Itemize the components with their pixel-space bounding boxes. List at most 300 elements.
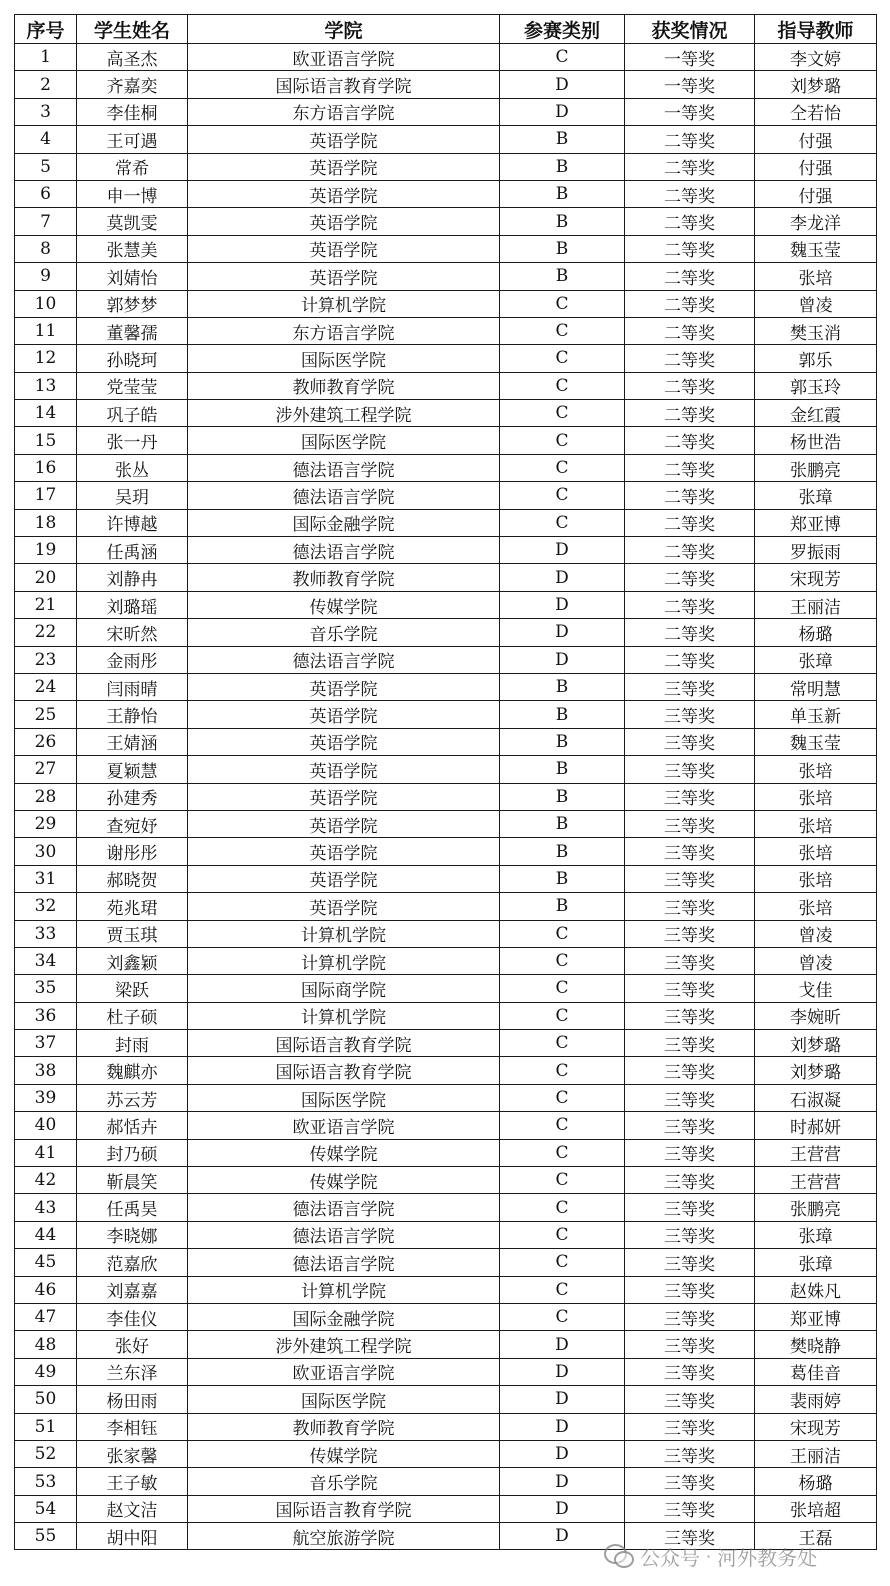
cell-category: B (500, 865, 625, 892)
cell-teacher: 王丽洁 (755, 1440, 877, 1467)
cell-index: 45 (15, 1249, 77, 1276)
cell-index: 37 (15, 1030, 77, 1057)
cell-teacher: 葛佳音 (755, 1358, 877, 1385)
table-row (15, 1468, 877, 1495)
table-row (15, 1249, 877, 1276)
cell-teacher: 付强 (755, 153, 877, 180)
cell-student-name: 刘鑫颖 (77, 947, 188, 974)
cell-teacher: 张培 (755, 263, 877, 290)
table-row (15, 591, 877, 618)
cell-college: 德法语言学院 (188, 537, 500, 564)
cell-award: 三等奖 (625, 920, 755, 947)
cell-index: 26 (15, 728, 77, 755)
cell-college: 国际语言教育学院 (188, 71, 500, 98)
table-row (15, 838, 877, 865)
cell-college: 英语学院 (188, 235, 500, 262)
cell-college: 英语学院 (188, 180, 500, 207)
cell-teacher: 张鹏亮 (755, 454, 877, 481)
cell-college: 英语学院 (188, 153, 500, 180)
cell-teacher: 石淑凝 (755, 1084, 877, 1111)
table-row (15, 646, 877, 673)
cell-award: 三等奖 (625, 1194, 755, 1221)
cell-award: 三等奖 (625, 1167, 755, 1194)
cell-category: D (500, 537, 625, 564)
cell-teacher: 付强 (755, 180, 877, 207)
cell-student-name: 刘静冉 (77, 564, 188, 591)
cell-student-name: 常希 (77, 153, 188, 180)
cell-teacher: 王营营 (755, 1167, 877, 1194)
table-row (15, 1523, 877, 1550)
cell-award: 三等奖 (625, 1523, 755, 1550)
cell-student-name: 谢彤彤 (77, 838, 188, 865)
cell-college: 英语学院 (188, 673, 500, 700)
cell-index: 11 (15, 317, 77, 344)
table-row (15, 1440, 877, 1467)
cell-teacher: 魏玉莹 (755, 235, 877, 262)
cell-student-name: 刘嘉嘉 (77, 1276, 188, 1303)
cell-teacher: 李龙洋 (755, 208, 877, 235)
cell-index: 1 (15, 44, 77, 71)
cell-student-name: 贾玉琪 (77, 920, 188, 947)
table-row (15, 1276, 877, 1303)
cell-award: 一等奖 (625, 44, 755, 71)
cell-college: 英语学院 (188, 701, 500, 728)
cell-award: 二等奖 (625, 263, 755, 290)
table-row (15, 208, 877, 235)
table-row (15, 482, 877, 509)
cell-college: 传媒学院 (188, 591, 500, 618)
table-row (15, 619, 877, 646)
cell-teacher: 金红霞 (755, 400, 877, 427)
cell-index: 23 (15, 646, 77, 673)
cell-student-name: 齐嘉奕 (77, 71, 188, 98)
cell-college: 传媒学院 (188, 1139, 500, 1166)
cell-college: 欧亚语言学院 (188, 1358, 500, 1385)
cell-teacher: 张培 (755, 893, 877, 920)
cell-teacher: 裴雨婷 (755, 1386, 877, 1413)
cell-index: 46 (15, 1276, 77, 1303)
cell-teacher: 单玉新 (755, 701, 877, 728)
header-college: 学院 (188, 15, 500, 44)
cell-college: 德法语言学院 (188, 646, 500, 673)
cell-teacher: 张璋 (755, 1221, 877, 1248)
table-row (15, 1002, 877, 1029)
cell-category: D (500, 1468, 625, 1495)
table-row (15, 317, 877, 344)
cell-award: 三等奖 (625, 1249, 755, 1276)
cell-category: C (500, 920, 625, 947)
cell-index: 29 (15, 810, 77, 837)
cell-index: 35 (15, 975, 77, 1002)
cell-college: 涉外建筑工程学院 (188, 400, 500, 427)
cell-category: C (500, 509, 625, 536)
cell-college: 德法语言学院 (188, 1221, 500, 1248)
table-row (15, 263, 877, 290)
table-row (15, 920, 877, 947)
cell-index: 2 (15, 71, 77, 98)
cell-college: 英语学院 (188, 263, 500, 290)
cell-award: 二等奖 (625, 482, 755, 509)
cell-category: B (500, 263, 625, 290)
cell-index: 6 (15, 180, 77, 207)
cell-teacher: 曾凌 (755, 290, 877, 317)
cell-student-name: 莫凯雯 (77, 208, 188, 235)
watermark-account-name: 河外教务处 (717, 1545, 818, 1570)
cell-teacher: 张培 (755, 756, 877, 783)
cell-index: 16 (15, 454, 77, 481)
cell-student-name: 梁跃 (77, 975, 188, 1002)
cell-student-name: 金雨彤 (77, 646, 188, 673)
cell-college: 计算机学院 (188, 920, 500, 947)
cell-index: 39 (15, 1084, 77, 1111)
cell-award: 三等奖 (625, 701, 755, 728)
cell-award: 三等奖 (625, 1057, 755, 1084)
cell-category: D (500, 1440, 625, 1467)
cell-student-name: 王子敏 (77, 1468, 188, 1495)
cell-teacher: 常明慧 (755, 673, 877, 700)
cell-college: 英语学院 (188, 208, 500, 235)
cell-student-name: 任禹涵 (77, 537, 188, 564)
table-row (15, 865, 877, 892)
cell-student-name: 封雨 (77, 1030, 188, 1057)
cell-category: C (500, 1194, 625, 1221)
cell-student-name: 查宛妤 (77, 810, 188, 837)
cell-college: 涉外建筑工程学院 (188, 1331, 500, 1358)
cell-index: 33 (15, 920, 77, 947)
header-award: 获奖情况 (625, 15, 755, 44)
cell-college: 国际医学院 (188, 1386, 500, 1413)
cell-student-name: 宋昕然 (77, 619, 188, 646)
cell-student-name: 孙建秀 (77, 783, 188, 810)
cell-college: 东方语言学院 (188, 317, 500, 344)
cell-index: 53 (15, 1468, 77, 1495)
cell-teacher: 张璋 (755, 646, 877, 673)
cell-student-name: 许博越 (77, 509, 188, 536)
cell-award: 三等奖 (625, 1002, 755, 1029)
cell-category: C (500, 1276, 625, 1303)
table-row (15, 728, 877, 755)
cell-college: 国际语言教育学院 (188, 1030, 500, 1057)
cell-award: 二等奖 (625, 153, 755, 180)
cell-college: 传媒学院 (188, 1167, 500, 1194)
cell-college: 英语学院 (188, 893, 500, 920)
cell-student-name: 巩子皓 (77, 400, 188, 427)
table-row (15, 1495, 877, 1522)
cell-award: 二等奖 (625, 454, 755, 481)
cell-category: D (500, 1358, 625, 1385)
cell-award: 三等奖 (625, 893, 755, 920)
cell-student-name: 范嘉欣 (77, 1249, 188, 1276)
cell-student-name: 赵文洁 (77, 1495, 188, 1522)
cell-student-name: 张慧美 (77, 235, 188, 262)
cell-teacher: 刘梦璐 (755, 71, 877, 98)
cell-student-name: 兰东泽 (77, 1358, 188, 1385)
cell-college: 计算机学院 (188, 1276, 500, 1303)
cell-index: 55 (15, 1523, 77, 1550)
cell-teacher: 付强 (755, 126, 877, 153)
cell-teacher: 王丽洁 (755, 591, 877, 618)
cell-category: B (500, 126, 625, 153)
table-row (15, 1358, 877, 1385)
cell-student-name: 张好 (77, 1331, 188, 1358)
cell-award: 二等奖 (625, 537, 755, 564)
cell-category: C (500, 345, 625, 372)
cell-category: D (500, 1495, 625, 1522)
cell-award: 一等奖 (625, 71, 755, 98)
cell-index: 38 (15, 1057, 77, 1084)
cell-college: 音乐学院 (188, 619, 500, 646)
cell-index: 10 (15, 290, 77, 317)
cell-student-name: 党莹莹 (77, 372, 188, 399)
cell-award: 二等奖 (625, 427, 755, 454)
table-row (15, 564, 877, 591)
cell-category: B (500, 756, 625, 783)
cell-award: 三等奖 (625, 975, 755, 1002)
cell-teacher: 李文婷 (755, 44, 877, 71)
table-row (15, 783, 877, 810)
cell-college: 英语学院 (188, 728, 500, 755)
header-index: 序号 (15, 15, 77, 44)
cell-teacher: 张培超 (755, 1495, 877, 1522)
cell-category: D (500, 591, 625, 618)
cell-college: 国际语言教育学院 (188, 1495, 500, 1522)
cell-index: 3 (15, 98, 77, 125)
cell-college: 国际金融学院 (188, 509, 500, 536)
table-row (15, 1194, 877, 1221)
cell-award: 三等奖 (625, 865, 755, 892)
cell-category: B (500, 783, 625, 810)
cell-category: D (500, 1523, 625, 1550)
cell-index: 8 (15, 235, 77, 262)
cell-award: 二等奖 (625, 235, 755, 262)
cell-teacher: 杨世浩 (755, 427, 877, 454)
cell-college: 欧亚语言学院 (188, 44, 500, 71)
cell-index: 54 (15, 1495, 77, 1522)
table-row (15, 71, 877, 98)
cell-category: C (500, 44, 625, 71)
cell-category: C (500, 1057, 625, 1084)
cell-category: B (500, 728, 625, 755)
cell-index: 34 (15, 947, 77, 974)
cell-award: 三等奖 (625, 1468, 755, 1495)
cell-student-name: 闫雨晴 (77, 673, 188, 700)
cell-award: 二等奖 (625, 646, 755, 673)
cell-category: B (500, 673, 625, 700)
cell-award: 三等奖 (625, 1440, 755, 1467)
cell-category: B (500, 208, 625, 235)
cell-category: D (500, 619, 625, 646)
cell-index: 47 (15, 1303, 77, 1330)
cell-index: 17 (15, 482, 77, 509)
cell-college: 英语学院 (188, 126, 500, 153)
table-row (15, 98, 877, 125)
cell-award: 二等奖 (625, 591, 755, 618)
cell-student-name: 张一丹 (77, 427, 188, 454)
cell-college: 国际商学院 (188, 975, 500, 1002)
cell-index: 4 (15, 126, 77, 153)
cell-student-name: 李相钰 (77, 1413, 188, 1440)
cell-teacher: 时郝妍 (755, 1112, 877, 1139)
table-row (15, 673, 877, 700)
cell-college: 欧亚语言学院 (188, 1112, 500, 1139)
table-row (15, 372, 877, 399)
cell-college: 英语学院 (188, 783, 500, 810)
cell-student-name: 王可遇 (77, 126, 188, 153)
cell-teacher: 杨璐 (755, 1468, 877, 1495)
table-row (15, 427, 877, 454)
cell-teacher: 樊玉消 (755, 317, 877, 344)
cell-index: 13 (15, 372, 77, 399)
table-row (15, 509, 877, 536)
cell-student-name: 夏颖慧 (77, 756, 188, 783)
table-row (15, 537, 877, 564)
cell-index: 7 (15, 208, 77, 235)
cell-award: 三等奖 (625, 1084, 755, 1111)
cell-teacher: 张培 (755, 838, 877, 865)
cell-award: 三等奖 (625, 1303, 755, 1330)
cell-index: 24 (15, 673, 77, 700)
cell-award: 二等奖 (625, 400, 755, 427)
cell-index: 42 (15, 1167, 77, 1194)
cell-teacher: 张鹏亮 (755, 1194, 877, 1221)
cell-index: 25 (15, 701, 77, 728)
cell-category: B (500, 893, 625, 920)
cell-category: B (500, 235, 625, 262)
cell-index: 41 (15, 1139, 77, 1166)
table-row (15, 1139, 877, 1166)
cell-award: 二等奖 (625, 509, 755, 536)
cell-category: D (500, 646, 625, 673)
award-list-sheet (14, 14, 876, 1550)
cell-student-name: 杜子硕 (77, 1002, 188, 1029)
cell-college: 英语学院 (188, 810, 500, 837)
cell-award: 二等奖 (625, 126, 755, 153)
cell-category: C (500, 1112, 625, 1139)
cell-index: 9 (15, 263, 77, 290)
cell-teacher: 赵姝凡 (755, 1276, 877, 1303)
table-row (15, 126, 877, 153)
cell-index: 27 (15, 756, 77, 783)
cell-college: 东方语言学院 (188, 98, 500, 125)
cell-category: B (500, 153, 625, 180)
cell-award: 三等奖 (625, 947, 755, 974)
cell-teacher: 张培 (755, 865, 877, 892)
cell-category: B (500, 810, 625, 837)
cell-teacher: 王营营 (755, 1139, 877, 1166)
watermark-separator: · (706, 1546, 712, 1566)
cell-student-name: 苑兆珺 (77, 893, 188, 920)
cell-student-name: 李佳仪 (77, 1303, 188, 1330)
cell-college: 计算机学院 (188, 947, 500, 974)
table-row (15, 1030, 877, 1057)
cell-student-name: 董馨孺 (77, 317, 188, 344)
award-table (14, 14, 877, 1550)
cell-index: 15 (15, 427, 77, 454)
cell-category: C (500, 1167, 625, 1194)
cell-index: 12 (15, 345, 77, 372)
cell-category: D (500, 98, 625, 125)
cell-category: C (500, 454, 625, 481)
cell-category: C (500, 1303, 625, 1330)
table-row (15, 400, 877, 427)
cell-award: 二等奖 (625, 619, 755, 646)
cell-category: D (500, 564, 625, 591)
cell-category: C (500, 975, 625, 1002)
cell-teacher: 李婉昕 (755, 1002, 877, 1029)
cell-student-name: 魏麒亦 (77, 1057, 188, 1084)
cell-student-name: 李佳桐 (77, 98, 188, 125)
cell-category: D (500, 1386, 625, 1413)
cell-award: 一等奖 (625, 98, 755, 125)
cell-award: 三等奖 (625, 1413, 755, 1440)
cell-teacher: 张璋 (755, 482, 877, 509)
cell-category: B (500, 838, 625, 865)
cell-category: C (500, 1084, 625, 1111)
cell-index: 49 (15, 1358, 77, 1385)
cell-student-name: 高圣杰 (77, 44, 188, 71)
cell-index: 32 (15, 893, 77, 920)
cell-index: 40 (15, 1112, 77, 1139)
cell-teacher: 郑亚博 (755, 1303, 877, 1330)
cell-index: 22 (15, 619, 77, 646)
cell-index: 36 (15, 1002, 77, 1029)
cell-award: 二等奖 (625, 208, 755, 235)
cell-index: 30 (15, 838, 77, 865)
cell-category: C (500, 400, 625, 427)
header-category: 参赛类别 (500, 15, 625, 44)
cell-student-name: 张丛 (77, 454, 188, 481)
table-row (15, 290, 877, 317)
cell-college: 航空旅游学院 (188, 1523, 500, 1550)
table-row (15, 153, 877, 180)
cell-college: 国际医学院 (188, 345, 500, 372)
cell-college: 计算机学院 (188, 1002, 500, 1029)
cell-teacher: 郭玉玲 (755, 372, 877, 399)
cell-student-name: 李晓娜 (77, 1221, 188, 1248)
cell-college: 传媒学院 (188, 1440, 500, 1467)
cell-index: 44 (15, 1221, 77, 1248)
cell-teacher: 仝若怡 (755, 98, 877, 125)
cell-index: 19 (15, 537, 77, 564)
cell-award: 三等奖 (625, 1386, 755, 1413)
cell-category: B (500, 701, 625, 728)
table-row (15, 975, 877, 1002)
cell-college: 英语学院 (188, 756, 500, 783)
cell-teacher: 魏玉莹 (755, 728, 877, 755)
cell-category: C (500, 372, 625, 399)
table-row (15, 235, 877, 262)
cell-student-name: 刘婧怡 (77, 263, 188, 290)
cell-teacher: 樊晓静 (755, 1331, 877, 1358)
cell-teacher: 曾凌 (755, 947, 877, 974)
cell-teacher: 张璋 (755, 1249, 877, 1276)
table-header-row (15, 15, 877, 44)
cell-index: 18 (15, 509, 77, 536)
table-row (15, 1221, 877, 1248)
header-student-name: 学生姓名 (77, 15, 188, 44)
cell-index: 14 (15, 400, 77, 427)
cell-award: 三等奖 (625, 1030, 755, 1057)
cell-category: C (500, 1139, 625, 1166)
cell-award: 二等奖 (625, 564, 755, 591)
table-row (15, 1167, 877, 1194)
cell-teacher: 郭乐 (755, 345, 877, 372)
cell-index: 20 (15, 564, 77, 591)
cell-teacher: 张培 (755, 810, 877, 837)
cell-category: D (500, 71, 625, 98)
cell-index: 50 (15, 1386, 77, 1413)
cell-category: C (500, 1030, 625, 1057)
